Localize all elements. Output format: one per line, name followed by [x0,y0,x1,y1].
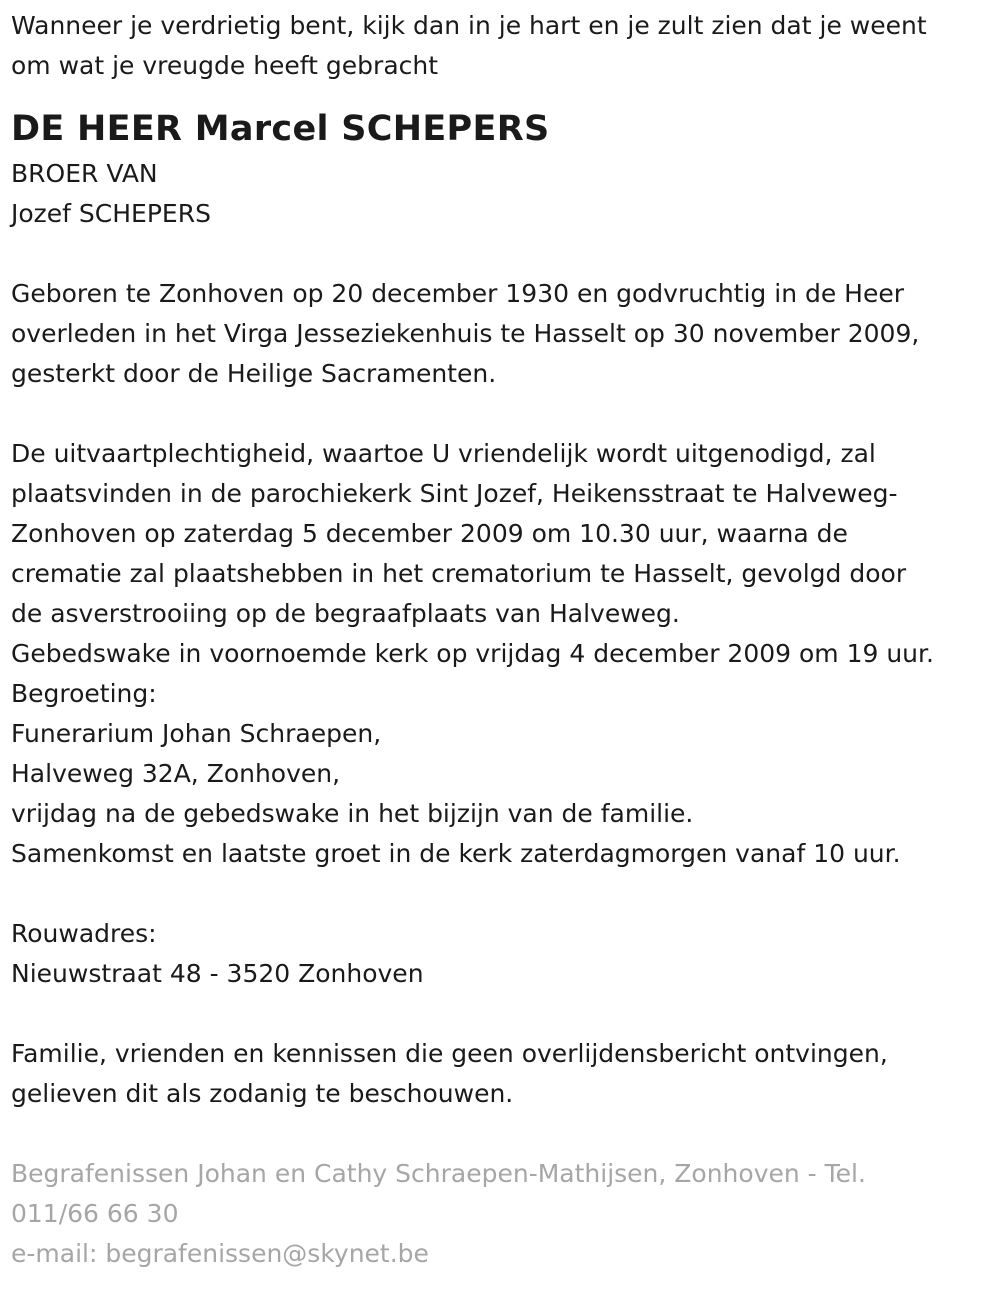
opening-quote [11,6,992,86]
final-farewell: Samenkomst en laatste groet in de kerk zaterdagmorgen vanaf 10 uur. [11,839,901,868]
birth-death-line: overleden in het Virga Jesseziekenhuis te Hasselt op 30 november 2009, [11,319,920,348]
quote-line: om wat je vreugde heeft gebracht [11,51,439,80]
funeral-home-address: Halveweg 32A, Zonhoven, [11,759,341,788]
birth-death-section [11,274,992,394]
undertaker-phone: 011/66 66 30 [11,1199,179,1228]
address-value: Nieuwstraat 48 - 3520 Zonhoven [11,959,424,988]
spacer [11,234,992,274]
notice-line: Familie, vrienden en kennissen die geen overlijdensbericht ontvingen, [11,1039,888,1068]
spacer [11,994,992,1034]
quote-line: Wanneer je verdrietig bent, kijk dan in je hart en je zult zien dat je weent [11,11,927,40]
greeting-time: vrijdag na de gebedswake in het bijzijn van de familie. [11,799,694,828]
greeting-label: Begroeting: [11,679,157,708]
ceremony-line: De uitvaartplechtigheid, waartoe U vriendelijk wordt uitgenodigd, zal [11,439,876,468]
notice-line: gelieven dit als zodanig te beschouwen. [11,1079,514,1108]
birth-death-line: Geboren te Zonhoven op 20 december 1930 en godvruchtig in de Heer [11,279,905,308]
ceremony-line: de asverstrooiing op de begraafplaats van Halveweg. [11,599,680,628]
ceremony-line: crematie zal plaatshebben in het crematorium te Hasselt, gevolgd door [11,559,907,588]
notice-section [11,1034,992,1114]
mourning-address-section [11,914,992,994]
undertaker-email: e-mail: begrafenissen@skynet.be [11,1239,429,1268]
relation-label: BROER VAN [11,159,158,188]
undertaker-name: Begrafenissen Johan en Cathy Schraepen-Mathijsen, Zonhoven - Tel. [11,1159,866,1188]
spacer [11,874,992,914]
ceremony-section [11,434,992,874]
funeral-home-name: Funerarium Johan Schraepen, [11,719,382,748]
undertaker-footer [11,1154,992,1274]
birth-death-line: gesterkt door de Heilige Sacramenten. [11,359,497,388]
relative-name: Jozef SCHEPERS [11,199,211,228]
address-label: Rouwadres: [11,919,157,948]
ceremony-line: plaatsvinden in de parochiekerk Sint Jozef, Heikensstraat te Halveweg- [11,479,898,508]
wake-line: Gebedswake in voornoemde kerk op vrijdag 4 december 2009 om 19 uur. [11,639,934,668]
spacer [11,1114,992,1154]
ceremony-line: Zonhoven op zaterdag 5 december 2009 om 10.30 uur, waarna de [11,519,848,548]
spacer [11,394,992,434]
deceased-name: DE HEER Marcel SCHEPERS [11,109,550,149]
